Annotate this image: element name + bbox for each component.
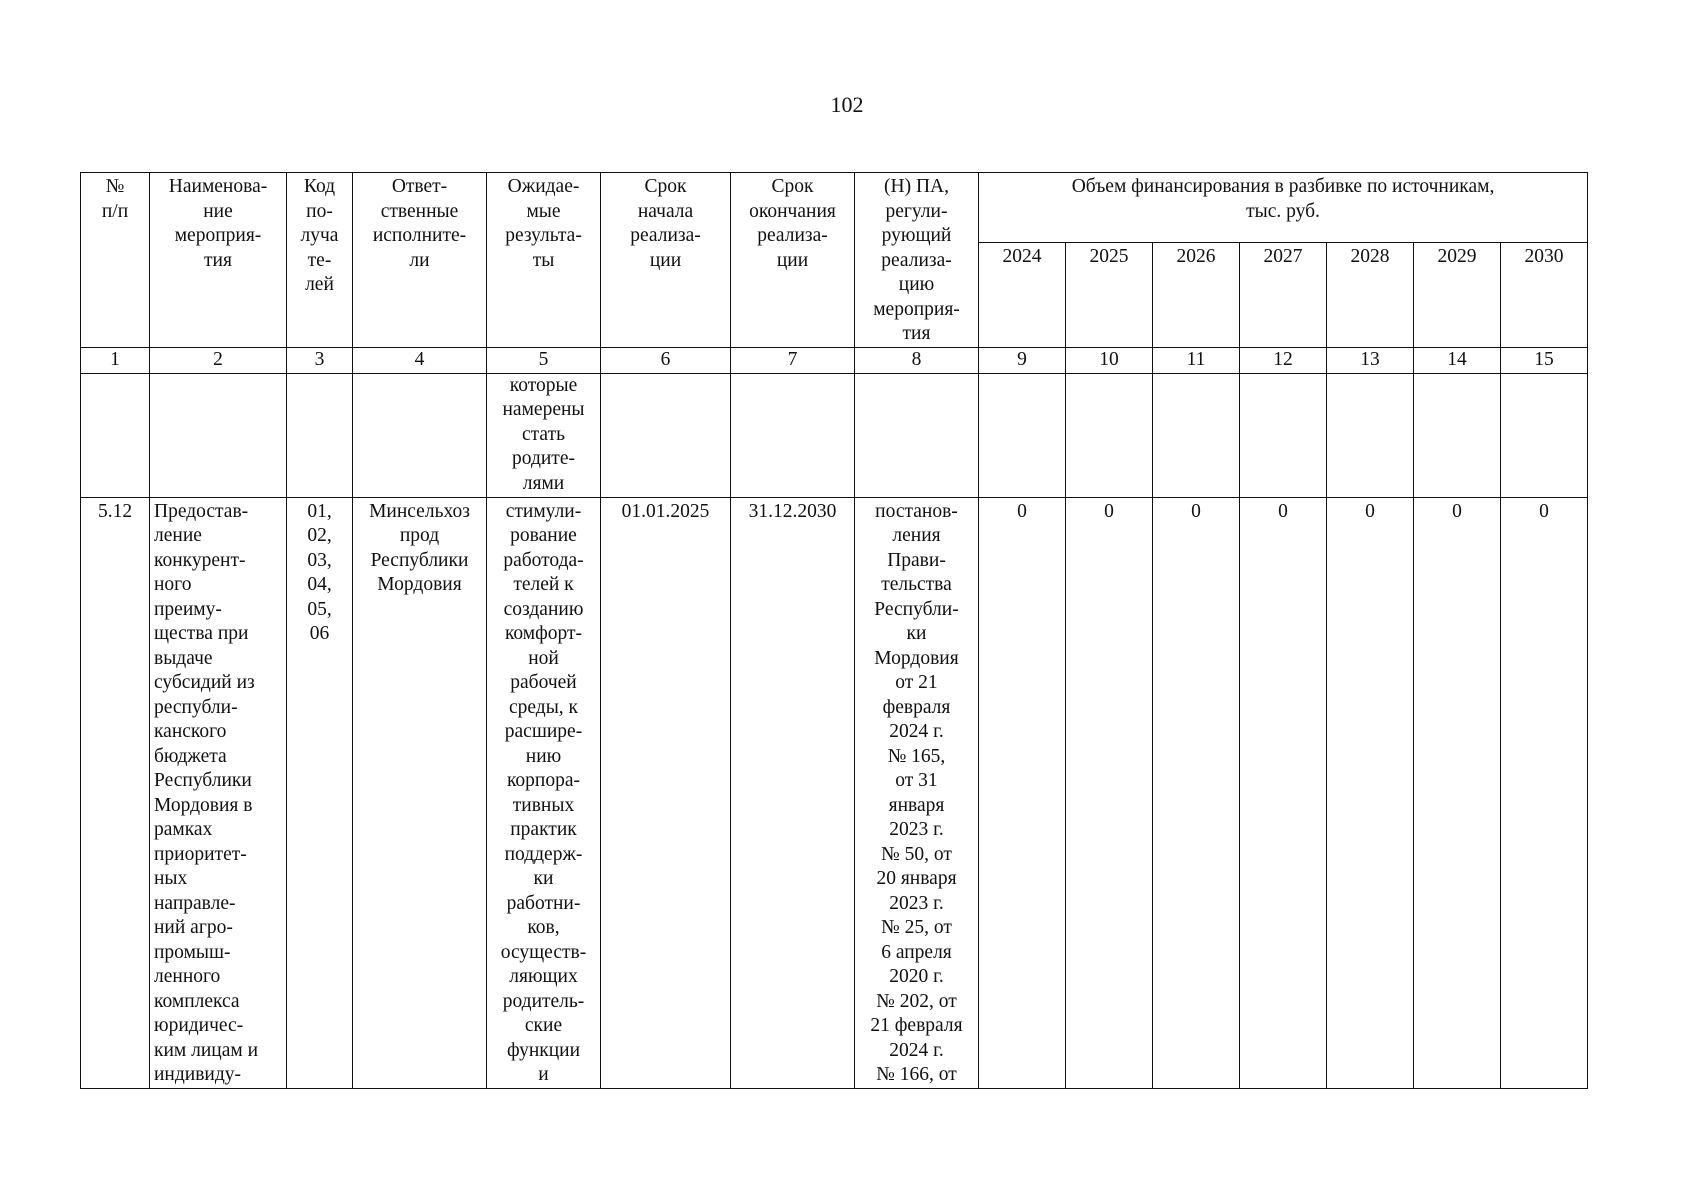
column-number: 12 [1240, 347, 1327, 373]
column-number: 15 [1501, 347, 1588, 373]
column-number: 7 [731, 347, 855, 373]
empty-cell [979, 373, 1066, 497]
header-start: Срок начала реализа- ции [601, 173, 731, 348]
empty-cell [81, 373, 150, 497]
financing-value: 0 [1414, 497, 1501, 1088]
financing-value: 0 [1327, 497, 1414, 1088]
recipient-codes: 01, 02, 03, 04, 05, 06 [287, 497, 353, 1088]
header-financing: Объем финансирования в разбивке по источникам, тыс. руб. [979, 173, 1588, 243]
page-number: 102 [830, 92, 864, 117]
header-number: № п/п [81, 173, 150, 348]
measure-name: Предостав- ление конкурент- ного преиму- щества при выдаче субсидий из республи- канского бюджета Республики Мордовия в рамках приоритет- ных направле- ний агро- промыш- ленного комплекса юридичес- ким лицам и индивиду- [150, 497, 287, 1088]
column-number: 6 [601, 347, 731, 373]
header-end: Срок окончания реализа- ции [731, 173, 855, 348]
header-row-1 [81, 173, 1588, 243]
column-numbers-row [81, 347, 1588, 373]
column-number: 3 [287, 347, 353, 373]
column-number: 1 [81, 347, 150, 373]
header-codes: Код по- луча те- лей [287, 173, 353, 348]
header-year: 2024 [979, 242, 1066, 347]
header-legal-act: (Н) ПА, регули- рующий реализа- цию мероприя- тия [855, 173, 979, 348]
header-year: 2028 [1327, 242, 1414, 347]
financing-value: 0 [1153, 497, 1240, 1088]
column-number: 11 [1153, 347, 1240, 373]
legal-act: постанов- ления Прави- тельства Республи- ки Мордовия от 21 февраля 2024 г. № 165, от 31 января 2023 г. № 50, от 20 января 2023 г. № 25, от 6 апреля 2020 г. № 202, от 21 февраля 2024 г. № 166, от [855, 497, 979, 1088]
column-number: 5 [487, 347, 601, 373]
end-date: 31.12.2030 [731, 497, 855, 1088]
empty-cell [1153, 373, 1240, 497]
empty-cell [287, 373, 353, 497]
empty-cell [1501, 373, 1588, 497]
column-number: 14 [1414, 347, 1501, 373]
empty-cell [150, 373, 287, 497]
start-date: 01.01.2025 [601, 497, 731, 1088]
header-year: 2027 [1240, 242, 1327, 347]
header-year: 2030 [1501, 242, 1588, 347]
column-number: 8 [855, 347, 979, 373]
header-name: Наименова- ние мероприя- тия [150, 173, 287, 348]
financing-table [80, 172, 1588, 1089]
financing-value: 0 [979, 497, 1066, 1088]
continuation-results: которые намерены стать родите- лями [487, 373, 601, 497]
empty-cell [1327, 373, 1414, 497]
column-number: 13 [1327, 347, 1414, 373]
empty-cell [1414, 373, 1501, 497]
header-results: Ожидае- мые результа- ты [487, 173, 601, 348]
column-number: 4 [353, 347, 487, 373]
column-number: 10 [1066, 347, 1153, 373]
empty-cell [353, 373, 487, 497]
header-responsible: Ответ- ственные исполните- ли [353, 173, 487, 348]
row-number: 5.12 [81, 497, 150, 1088]
financing-value: 0 [1066, 497, 1153, 1088]
continuation-row [81, 373, 1588, 497]
empty-cell [731, 373, 855, 497]
financing-value: 0 [1240, 497, 1327, 1088]
header-year: 2025 [1066, 242, 1153, 347]
empty-cell [1240, 373, 1327, 497]
responsible-executor: Минсельхоз прод Республики Мордовия [353, 497, 487, 1088]
header-year: 2026 [1153, 242, 1240, 347]
column-number: 2 [150, 347, 287, 373]
table-row-5-12 [81, 497, 1588, 1088]
expected-results: стимули- рование работода- телей к созданию комфорт- ной рабочей среды, к расшире- нию корпора- тивных практик поддерж- ки работни- ков, осуществ- ляющих родитель- ские функции и [487, 497, 601, 1088]
empty-cell [1066, 373, 1153, 497]
empty-cell [601, 373, 731, 497]
column-number: 9 [979, 347, 1066, 373]
header-year: 2029 [1414, 242, 1501, 347]
empty-cell [855, 373, 979, 497]
financing-value: 0 [1501, 497, 1588, 1088]
